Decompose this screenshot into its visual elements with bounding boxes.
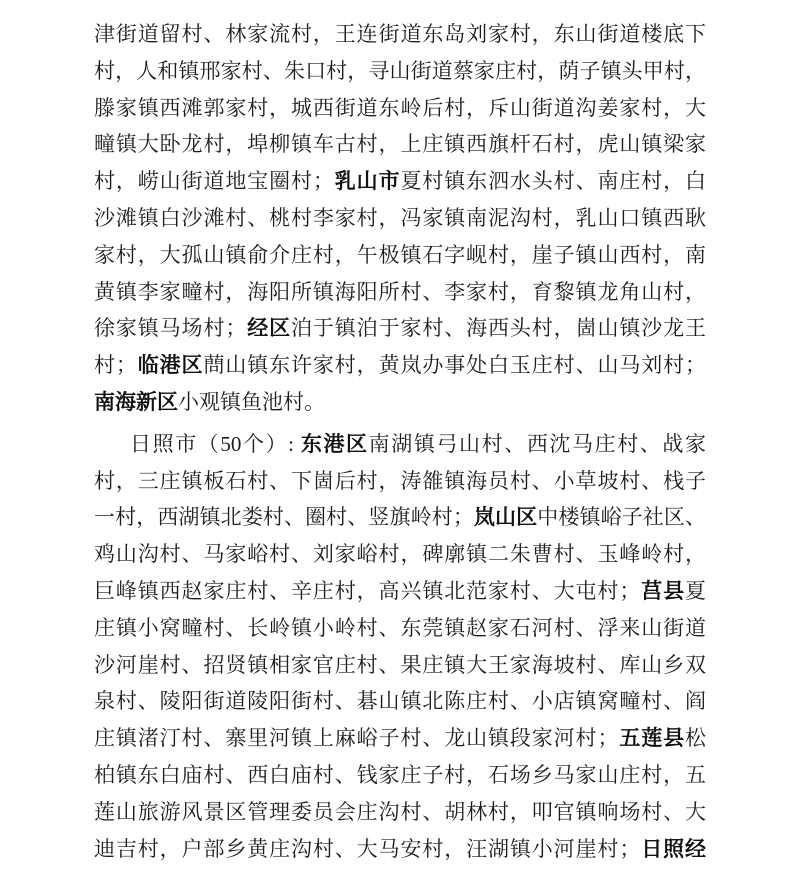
text-segment: 柏镇东白庙村、西白庙村、钱家庄子村，石场乡马家山庄村，五 [94, 762, 706, 787]
text-segment: 家村，大孤山镇俞介庄村，午极镇石字岘村，崖子镇山西村，南 [94, 242, 706, 267]
text-segment: 沙滩镇白沙滩村、桃村李家村，冯家镇南泥沟村，乳山口镇西耿 [94, 205, 706, 230]
text-line [94, 426, 706, 463]
text-line [94, 16, 706, 53]
text-line [94, 794, 706, 831]
text-line [94, 610, 706, 647]
text-line [94, 831, 706, 868]
district-name-bold: 东港区 [300, 432, 369, 456]
document-text-block [94, 16, 706, 867]
district-name-bold: 经区 [246, 317, 292, 341]
text-line [94, 536, 706, 573]
text-line [94, 200, 706, 237]
text-segment: 村，人和镇邢家村、朱口村，寻山街道蔡家庄村，荫子镇头甲村， [94, 58, 706, 83]
text-segment: 疃镇大卧龙村，埠柳镇车古村，上庄镇西旗杆石村，虎山镇梁家 [94, 132, 706, 157]
text-segment: 泉村、陵阳街道陵阳街村、碁山镇北陈庄村、小店镇窝疃村、阎 [94, 689, 706, 714]
district-name-bold: 莒县 [640, 579, 686, 603]
text-line [94, 573, 706, 610]
text-line [94, 757, 706, 794]
text-line [94, 463, 706, 500]
text-segment: 村，三庄镇板石村、下崮后村，涛雒镇海员村、小草坡村、栈子 [94, 468, 706, 493]
text-segment: 庄镇小窝疃村、长岭镇小岭村、东莞镇赵家石河村、浮来山街道 [94, 615, 706, 640]
district-name-bold: 乳山市 [333, 170, 401, 194]
text-line [94, 683, 706, 720]
text-segment: 沙河崖村、招贤镇相家官庄村、果庄镇大王家海坡村、库山乡双 [94, 652, 706, 677]
text-segment: 日照市（50个）: [130, 431, 301, 456]
text-segment: 南湖镇弓山村、西沈马庄村、战家 [368, 431, 707, 456]
text-segment: 村； [94, 353, 137, 378]
text-line [94, 90, 706, 127]
paragraph [94, 426, 706, 868]
district-name-bold: 五莲县 [618, 727, 686, 751]
text-segment: 中楼镇峪子社区、 [537, 505, 707, 530]
text-segment: 松 [685, 726, 707, 751]
text-segment: 村，崂山街道地宝圈村； [94, 169, 334, 194]
district-name-bold: 南海新区 [94, 390, 178, 414]
district-name-bold: 日照经 [640, 837, 707, 861]
text-line [94, 499, 706, 536]
text-line [94, 274, 706, 311]
text-line [94, 126, 706, 163]
text-segment: 夏村镇东泗水头村、南庄村，白 [400, 169, 707, 194]
text-line [94, 720, 706, 757]
text-line [94, 163, 706, 200]
text-segment: 滕家镇西滩郭家村，城西街道东岭后村，斥山街道沟姜家村，大 [94, 95, 706, 120]
text-segment: 莲山旅游风景区管理委员会庄沟村、胡林村，叩官镇响场村、大 [94, 799, 706, 824]
text-segment: 夏 [685, 578, 707, 603]
text-segment: 巨峰镇西赵家庄村、辛庄村，高兴镇北范家村、大屯村； [94, 578, 641, 603]
text-line [94, 384, 706, 421]
text-line [94, 237, 706, 274]
text-segment: 蔄山镇东许家村，黄岚办事处白玉庄村、山马刘村； [203, 353, 707, 378]
text-segment: 迪吉村，户部乡黄庄沟村、大马安村，汪湖镇小河崖村； [94, 836, 641, 861]
text-segment: 津街道留村、林家流村，王连街道东岛刘家村，东山街道楼底下 [94, 22, 706, 46]
district-name-bold: 临港区 [136, 354, 204, 378]
text-line [94, 647, 706, 684]
paragraph [94, 16, 706, 421]
text-segment: 徐家镇马场村； [94, 316, 247, 341]
text-segment: 小观镇鱼池村。 [178, 389, 325, 414]
text-line [94, 53, 706, 90]
text-segment: 庄镇渚汀村、寨里河镇上麻峪子村、龙山镇段家河村； [94, 726, 619, 751]
district-name-bold: 岚山区 [473, 506, 538, 530]
text-line [94, 347, 706, 384]
text-segment: 一村，西湖镇北娄村、圈村、竖旗岭村； [94, 505, 474, 530]
text-segment: 泊于镇泊于家村、海西头村，崮山镇沙龙王 [291, 316, 707, 341]
text-segment: 黄镇李家疃村，海阳所镇海阳所村、李家村，育黎镇龙角山村， [94, 279, 706, 304]
text-line [94, 310, 706, 347]
text-segment: 鸡山沟村、马家峪村、刘家峪村，碑廓镇二朱曹村、玉峰岭村， [94, 542, 706, 567]
